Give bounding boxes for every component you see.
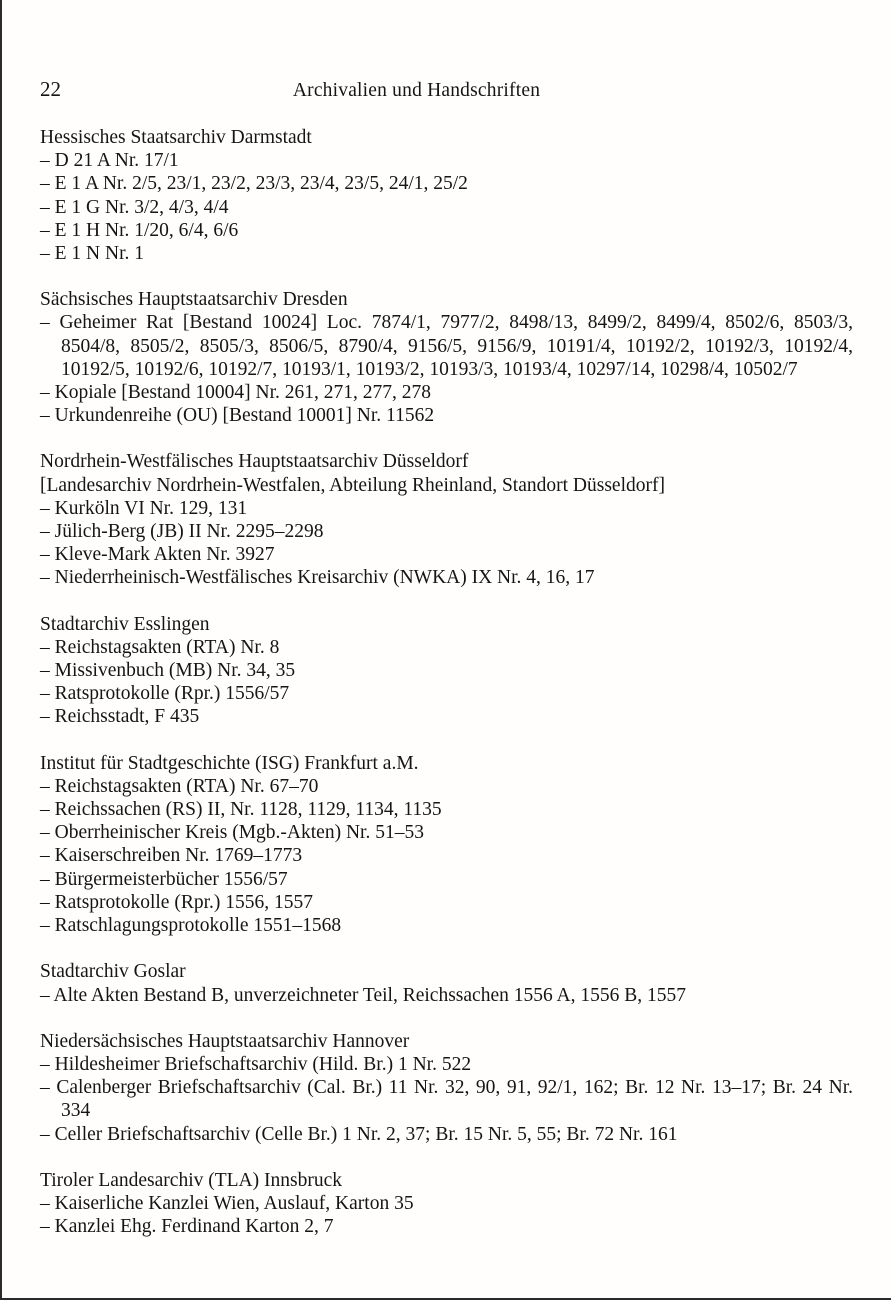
archive-section [40, 752, 853, 938]
archive-entry: – Reichstagsakten (RTA) Nr. 8 [40, 636, 280, 658]
archive-entry: – Ratsprotokolle (Rpr.) 1556/57 [40, 683, 290, 705]
section-title: Stadtarchiv Goslar [40, 961, 186, 983]
section-items [40, 497, 853, 590]
archive-entry: – Hildesheimer Briefschaftsarchiv (Hild. Br.) 1 Nr. 522 [40, 1053, 472, 1075]
archive-section [40, 960, 853, 1006]
section-items [40, 1192, 853, 1238]
section-title: Stadtarchiv Esslingen [40, 613, 210, 635]
archive-entry: – Bürgermeisterbücher 1556/57 [40, 868, 288, 890]
archive-list [40, 126, 853, 1238]
archive-entry: – E 1 G Nr. 3/2, 4/3, 4/4 [40, 196, 229, 218]
running-head [40, 78, 853, 102]
archive-entry: – Ratschlagungsprotokolle 1551–1568 [40, 915, 342, 937]
page-header: Archivalien und Handschriften [292, 80, 541, 101]
archive-entry: – Ratsprotokolle (Rpr.) 1556, 1557 [40, 891, 313, 913]
archive-section [40, 1169, 853, 1239]
archive-entry: – E 1 N Nr. 1 [40, 243, 144, 265]
archive-entry: – D 21 A Nr. 17/1 [40, 150, 179, 172]
section-title: Nordrhein-Westfälisches Hauptstaatsarchiv Düsseldorf [40, 451, 469, 473]
section-title: Sächsisches Hauptstaatsarchiv Dresden [40, 289, 348, 311]
archive-entry: – Calenberger Briefschaftsarchiv (Cal. Br.) 11 Nr. 32, 90, 91, 92/1, 162; Br. 12 Nr. 13–17; Br. 24 Nr. 334 [40, 1077, 853, 1122]
archive-entry: – Reichstagsakten (RTA) Nr. 67–70 [40, 775, 319, 797]
section-title: Tiroler Landesarchiv (TLA) Innsbruck [40, 1169, 342, 1191]
section-subtitle: [Landesarchiv Nordrhein-Westfalen, Abteilung Rheinland, Standort Düsseldorf] [40, 474, 665, 496]
archive-entry: – Celler Briefschaftsarchiv (Celle Br.) 1 Nr. 2, 37; Br. 15 Nr. 5, 55; Br. 72 Nr. 161 [40, 1123, 678, 1145]
archive-entry: – Niederrheinisch-Westfälisches Kreisarchiv (NWKA) IX Nr. 4, 16, 17 [40, 567, 595, 589]
archive-entry: – Kaiserschreiben Nr. 1769–1773 [40, 845, 303, 867]
archive-entry: – Kurköln VI Nr. 129, 131 [40, 497, 248, 519]
archive-entry: – Reichssachen (RS) II, Nr. 1128, 1129, 1134, 1135 [40, 799, 442, 821]
section-items [40, 311, 853, 427]
archive-entry: – Reichsstadt, F 435 [40, 706, 200, 728]
archive-entry: – Urkundenreihe (OU) [Bestand 10001] Nr. 11562 [40, 405, 435, 427]
section-items [40, 775, 853, 937]
archive-entry: – Alte Akten Bestand B, unverzeichneter Teil, Reichssachen 1556 A, 1556 B, 1557 [40, 984, 686, 1006]
archive-section [40, 450, 853, 589]
section-items [40, 149, 853, 265]
section-title: Niedersächsisches Hauptstaatsarchiv Hannover [40, 1030, 410, 1052]
archive-section [40, 288, 853, 427]
archive-section [40, 126, 853, 265]
section-items [40, 636, 853, 729]
archive-entry: – Missivenbuch (MB) Nr. 34, 35 [40, 660, 296, 682]
archive-entry: – Kaiserliche Kanzlei Wien, Auslauf, Karton 35 [40, 1192, 414, 1214]
archive-entry: – Kleve-Mark Akten Nr. 3927 [40, 544, 275, 566]
archive-section [40, 1030, 853, 1146]
archive-entry: – Jülich-Berg (JB) II Nr. 2295–2298 [40, 521, 324, 543]
archive-entry: – E 1 H Nr. 1/20, 6/4, 6/6 [40, 219, 239, 241]
section-items [40, 984, 853, 1007]
archive-section [40, 613, 853, 729]
archive-entry: – Oberrheinischer Kreis (Mgb.-Akten) Nr. 51–53 [40, 822, 424, 844]
section-items [40, 1053, 853, 1146]
archive-entry: – Kanzlei Ehg. Ferdinand Karton 2, 7 [40, 1216, 334, 1238]
archive-entry: – Kopiale [Bestand 10004] Nr. 261, 271, 277, 278 [40, 382, 432, 404]
archive-entry: – E 1 A Nr. 2/5, 23/1, 23/2, 23/3, 23/4, 23/5, 24/1, 25/2 [40, 173, 468, 195]
section-title: Institut für Stadtgeschichte (ISG) Frankfurt a.M. [40, 752, 419, 774]
page-number: 22 [40, 77, 61, 101]
section-title: Hessisches Staatsarchiv Darmstadt [40, 127, 312, 148]
archive-entry: – Geheimer Rat [Bestand 10024] Loc. 7874/1, 7977/2, 8498/13, 8499/2, 8499/4, 8502/6, 8503/3, 8504/8, 8505/2, 8505/3, 8506/5, 8790/4, 9156/5, 9156/9, 10191/4, 10192/2, 10192/3, 10192/4, 10192/5, 10192/6, 10192/7, 10193/1, 10193/2, 10193/3, 10193/4, 10297/14, 10298/4, 10502/7 [40, 312, 853, 380]
